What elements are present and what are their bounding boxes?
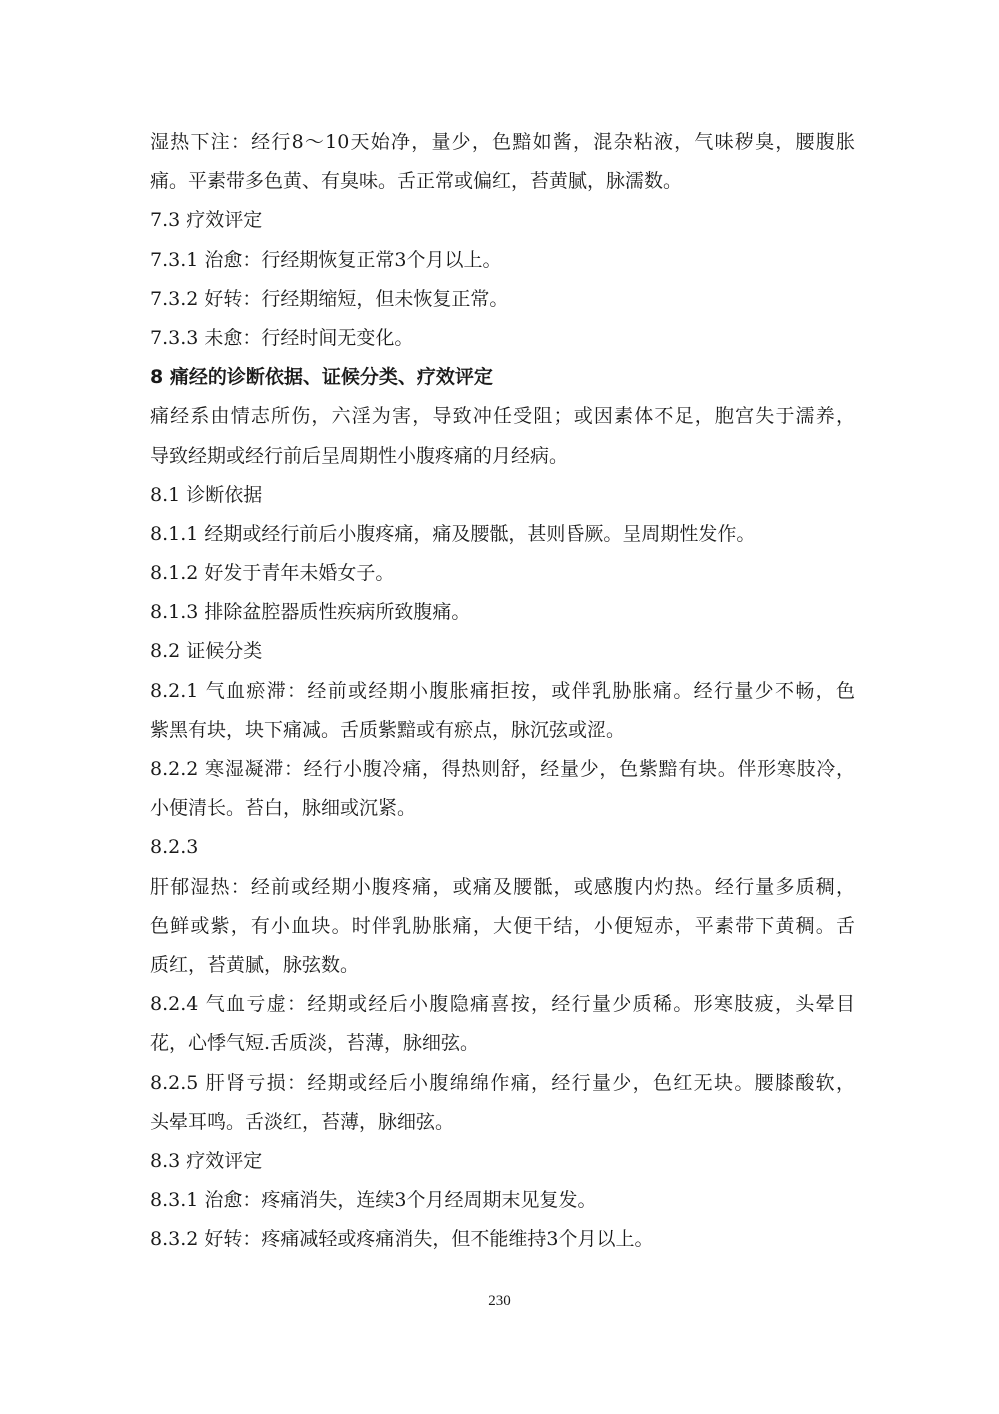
- text-line: 湿热下注：经行8～10天始净，量少，色黯如酱，混杂粘液，气味秽臭，腰腹胀: [150, 131, 855, 153]
- text-line: 导致经期或经行前后呈周期性小腹疼痛的月经病。: [150, 444, 569, 467]
- text-line: 7.3.3 未愈：行经时间无变化。: [150, 326, 414, 349]
- section-8-3-heading: [150, 1142, 855, 1181]
- text-line: 8.2.3: [150, 836, 199, 859]
- item-8-1-3: [150, 593, 855, 632]
- item-8-2-4: [150, 985, 855, 1063]
- text-line: 8.2 证候分类: [150, 640, 263, 663]
- text-line: 8.1 诊断依据: [150, 483, 263, 506]
- text-line: 8.2.5 肝肾亏损：经期或经后小腹绵绵作痛，经行量少，色红无块。腰膝酸软，: [150, 1071, 855, 1094]
- text-line: 7.3 疗效评定: [150, 209, 263, 232]
- text-line: 头晕耳鸣。舌淡红，苔薄，脉细弦。: [150, 1110, 455, 1133]
- text-line: 8.1.1 经期或经行前后小腹疼痛，痛及腰骶，甚则昏厥。呈周期性发作。: [150, 522, 756, 545]
- section-8-intro: [150, 397, 855, 475]
- text-line: 痛经系由情志所伤，六淫为害，导致冲任受阻；或因素体不足，胞宫失于濡养，: [150, 405, 855, 428]
- page-body: [150, 123, 855, 1259]
- item-8-2-3: [150, 868, 855, 986]
- text-line: 小便清长。苔白，脉细或沉紧。: [150, 797, 417, 820]
- text-line: 8.2.2 寒湿凝滞：经行小腹冷痛，得热则舒，经量少，色紫黯有块。伴形寒肢冷，: [150, 758, 855, 780]
- text-line: 质红，苔黄腻，脉弦数。: [150, 953, 360, 976]
- text-line: 8.1.2 好发于青年未婚女子。: [150, 562, 395, 585]
- section-8-1-heading: [150, 476, 855, 515]
- text-line: 紫黑有块，块下痛减。舌质紫黯或有瘀点，脉沉弦或涩。: [150, 718, 626, 741]
- text-line: 8.1.3 排除盆腔器质性疾病所致腹痛。: [150, 601, 471, 624]
- text-line: 7.3.2 好转：行经期缩短，但未恢复正常。: [150, 287, 509, 310]
- text-line: 8.3.1 治愈：疼痛消失，连续3个月经周期末见复发。: [150, 1189, 597, 1212]
- item-8-3-1: [150, 1181, 855, 1220]
- item-8-1-1: [150, 515, 855, 554]
- item-8-1-2: [150, 554, 855, 593]
- damp-heat-description: [150, 123, 855, 201]
- text-line: 7.3.1 治愈：行经期恢复正常3个月以上。: [150, 248, 502, 271]
- section-8-heading: [150, 358, 855, 397]
- text-line: 肝郁湿热：经前或经期小腹疼痛，或痛及腰骶，或感腹内灼热。经行量多质稠，: [150, 875, 855, 898]
- text-line: 色鲜或紫，有小血块。时伴乳胁胀痛，大便干结，小便短赤，平素带下黄稠。舌: [150, 914, 855, 937]
- section-7-3-heading: [150, 201, 855, 240]
- text-line: 8.2.1 气血瘀滞：经前或经期小腹胀痛拒按，或伴乳胁胀痛。经行量少不畅，色: [150, 679, 855, 702]
- text-line: 8 痛经的诊断依据、证候分类、疗效评定: [150, 366, 493, 389]
- text-line: 8.3 疗效评定: [150, 1149, 263, 1172]
- item-8-3-2: [150, 1220, 855, 1259]
- item-7-3-1: [150, 241, 855, 280]
- item-8-2-3-number: [150, 828, 855, 867]
- item-7-3-3: [150, 319, 855, 358]
- text-line: 痛。平素带多色黄、有臭味。舌正常或偏红，苔黄腻，脉濡数。: [150, 170, 683, 193]
- item-8-2-2: [150, 750, 855, 828]
- item-7-3-2: [150, 280, 855, 319]
- text-line: 花，心悸气短.舌质淡，苔薄，脉细弦。: [150, 1032, 480, 1055]
- text-line: 8.3.2 好转：疼痛减轻或疼痛消失，但不能维持3个月以上。: [150, 1228, 654, 1251]
- section-8-2-heading: [150, 632, 855, 671]
- item-8-2-5: [150, 1064, 855, 1142]
- text-line: 8.2.4 气血亏虚：经期或经后小腹隐痛喜按，经行量少质稀。形寒肢疲，头晕目: [150, 993, 855, 1016]
- page-number: 230: [488, 1293, 511, 1309]
- item-8-2-1: [150, 672, 855, 750]
